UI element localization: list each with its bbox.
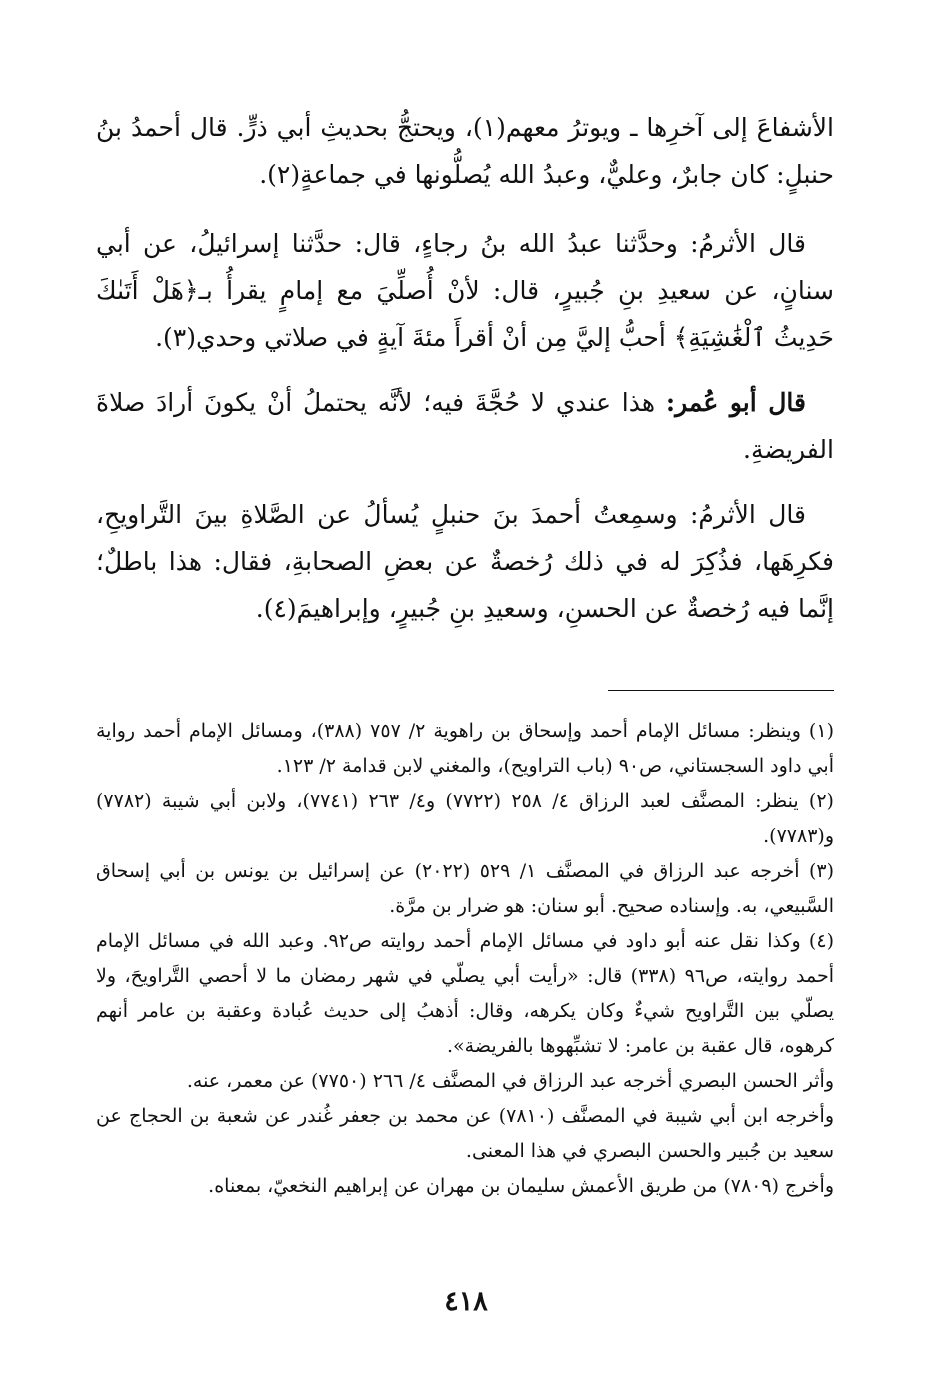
paragraph-3-text: هذا عندي لا حُجَّةَ فيه؛ لأنَّه يحتملُ أنْ يكونَ أرادَ صلاةَ الفريضةِ. [96, 388, 834, 464]
page-number: ٤١٨ [444, 1286, 488, 1317]
paragraph-4: قال الأثرمُ: وسمِعتُ أحمدَ بنَ حنبلٍ يُسألُ عن الصَّلاةِ بينَ التَّراويحِ، فكرِهَها، فذُكِرَ له في ذلك رُخصةٌ عن بعضِ الصحابةِ، فقال: هذا باطلٌ؛ إنَّما فيه رُخصةٌ عن الحسنِ، وسعيدِ بنِ جُبيرٍ، وإبراهيمَ(٤). [96, 500, 834, 623]
footnote-1: (١) وينظر: مسائل الإمام أحمد وإسحاق بن راهوية ٢/ ٧٥٧ (٣٨٨)، ومسائل الإمام أحمد رواية أبي داود السجستاني، ص٩٠ (باب التراويح)، والمغني لابن قدامة ٢/ ١٢٣. [96, 720, 834, 777]
footnote-4-continuation-3: وأخرج (٧٨٠٩) من طريق الأعمش سليمان بن مهران عن إبراهيم النخعيّ، بمعناه. [208, 1175, 834, 1197]
main-text [96, 104, 834, 650]
footnotes [96, 714, 834, 1204]
footnote-4-continuation-2: وأخرجه ابن أبي شيبة في المصنَّف (٧٨١٠) عن محمد بن جعفر غُندر عن شعبة بن الحجاج عن سعيد بن جُبير والحسن البصري في هذا المعنى. [96, 1105, 834, 1162]
footnote-4: (٤) وكذا نقل عنه أبو داود في مسائل الإمام أحمد روايته ص٩٢. وعبد الله في مسائل الإمام أحمد روايته، ص٩٦ (٣٣٨) قال: «رأيت أبي يصلّي في شهر رمضان ما لا أحصي التَّراويحَ، ولا يصلّي بين التَّراويح شيءٌ وكان يكرهه، وقال: أذهبُ إلى حديث عُبادة وعقبة بن عامر أنهم كرهوه، قال عقبة بن عامر: لا تشبِّهوها بالفريضة». [96, 930, 834, 1057]
paragraph-2: قال الأثرمُ: وحدَّثنا عبدُ الله بنُ رجاءٍ، قال: حدَّثنا إسرائيلُ، عن أبي سنانٍ، عن سعيدِ بنِ جُبيرٍ، قال: لأنْ أُصلِّيَ مع إمامٍ يقرأُ بـ﴿هَلْ أَتَىٰكَ حَدِيثُ ٱلْغَٰشِيَةِ﴾ أحبُّ إليَّ مِن أنْ أقرأَ مئةَ آيةٍ في صلاتي وحدي(٣). [96, 229, 834, 352]
footnote-separator [608, 690, 834, 691]
footnote-4-continuation-1: وأثر الحسن البصري أخرجه عبد الرزاق في المصنَّف ٤/ ٢٦٦ (٧٧٥٠) عن معمر، عنه. [186, 1070, 834, 1092]
footnote-2: (٢) ينظر: المصنَّف لعبد الرزاق ٤/ ٢٥٨ (٧٧٢٢) و٤/ ٢٦٣ (٧٧٤١)، ولابن أبي شيبة (٧٧٨٢) و(٧٧٨٣). [96, 790, 834, 847]
paragraph-3-lead: قال أبو عُمر: [665, 388, 806, 417]
paragraph-3 [96, 379, 834, 473]
paragraph-1: الأشفاعَ إلى آخرِها ـ ويوترُ معهم(١)، ويحتجُّ بحديثِ أبي ذرٍّ. قال أحمدُ بنُ حنبلٍ: كان جابرٌ، وعليٌّ، وعبدُ الله يُصلُّونها في جماعةٍ(٢). [96, 113, 834, 189]
footnote-3: (٣) أخرجه عبد الرزاق في المصنَّف ١/ ٥٢٩ (٢٠٢٢) عن إسرائيل بن يونس بن أبي إسحاق السَّبيعي، به. وإسناده صحيح. أبو سنان: هو ضرار بن مرَّة. [96, 860, 835, 917]
